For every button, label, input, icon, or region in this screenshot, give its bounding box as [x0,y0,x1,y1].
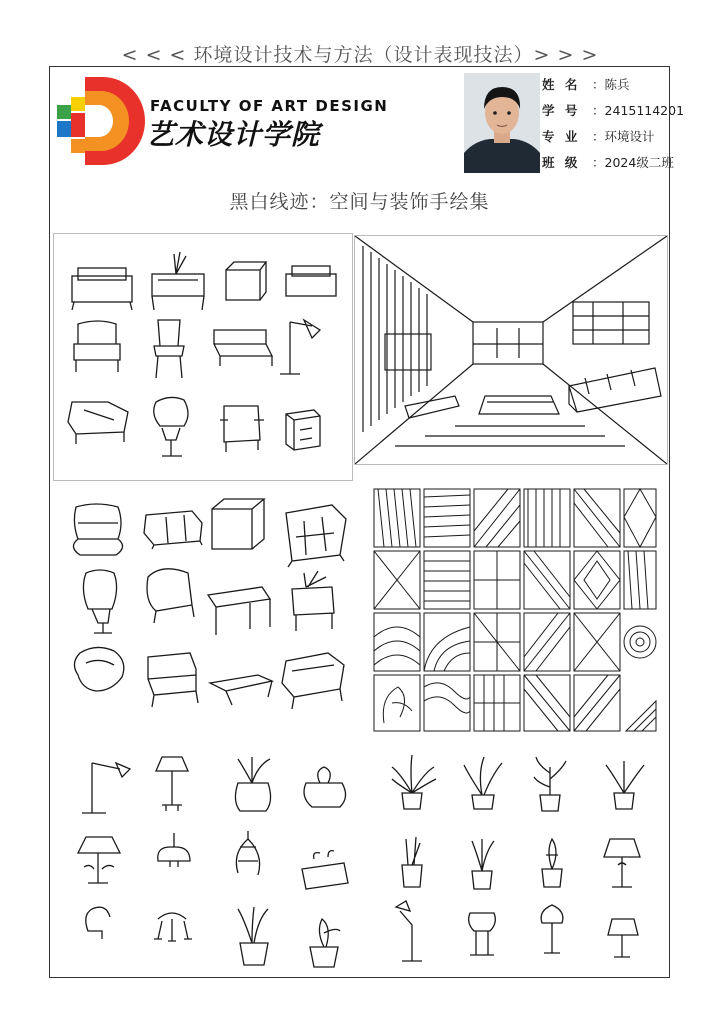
faculty-name-english: FACULTY OF ART DESIGN [150,97,389,115]
info-row-id: 学 号 ：2415114201 [542,103,685,118]
student-photo [464,73,540,173]
furniture-sketch-panel [53,233,353,481]
seating-sketch-panel [56,493,358,731]
potted-plant-lamp-sketches-icon [366,743,664,975]
info-row-name: 姓 名 ：陈兵 [542,77,630,92]
page-header: < < < 环境设计技术与方法（设计表现技法）> > > [121,44,599,66]
interior-perspective-panel [354,235,668,465]
student-info [542,75,684,179]
faculty-name-chinese: 艺术设计学院 [146,118,321,151]
sheet-title: 黑白线迹：空间与装饰手绘集 [229,191,490,213]
student-id: 2415114201 [604,103,685,118]
info-row-class: 班 级 ：2024级二班 [542,155,674,170]
living-room-perspective-icon [355,236,667,464]
furniture-sketches-icon [54,234,352,480]
info-row-major: 专 业 ：环境设计 [542,129,655,144]
student-class: 2024级二班 [604,155,674,170]
faculty-logo-icon [55,73,145,165]
plants-lamps-panel [366,743,664,975]
student-major: 环境设计 [604,129,655,144]
drawing-sheet [49,66,685,978]
lamp-plant-sketches-icon [62,743,352,975]
texture-pattern-panel [370,487,660,735]
line-texture-grid-icon [370,487,660,735]
lamps-plants-panel [62,743,352,975]
student-name: 陈兵 [604,77,630,92]
chair-sofa-sketches-icon [56,493,358,731]
